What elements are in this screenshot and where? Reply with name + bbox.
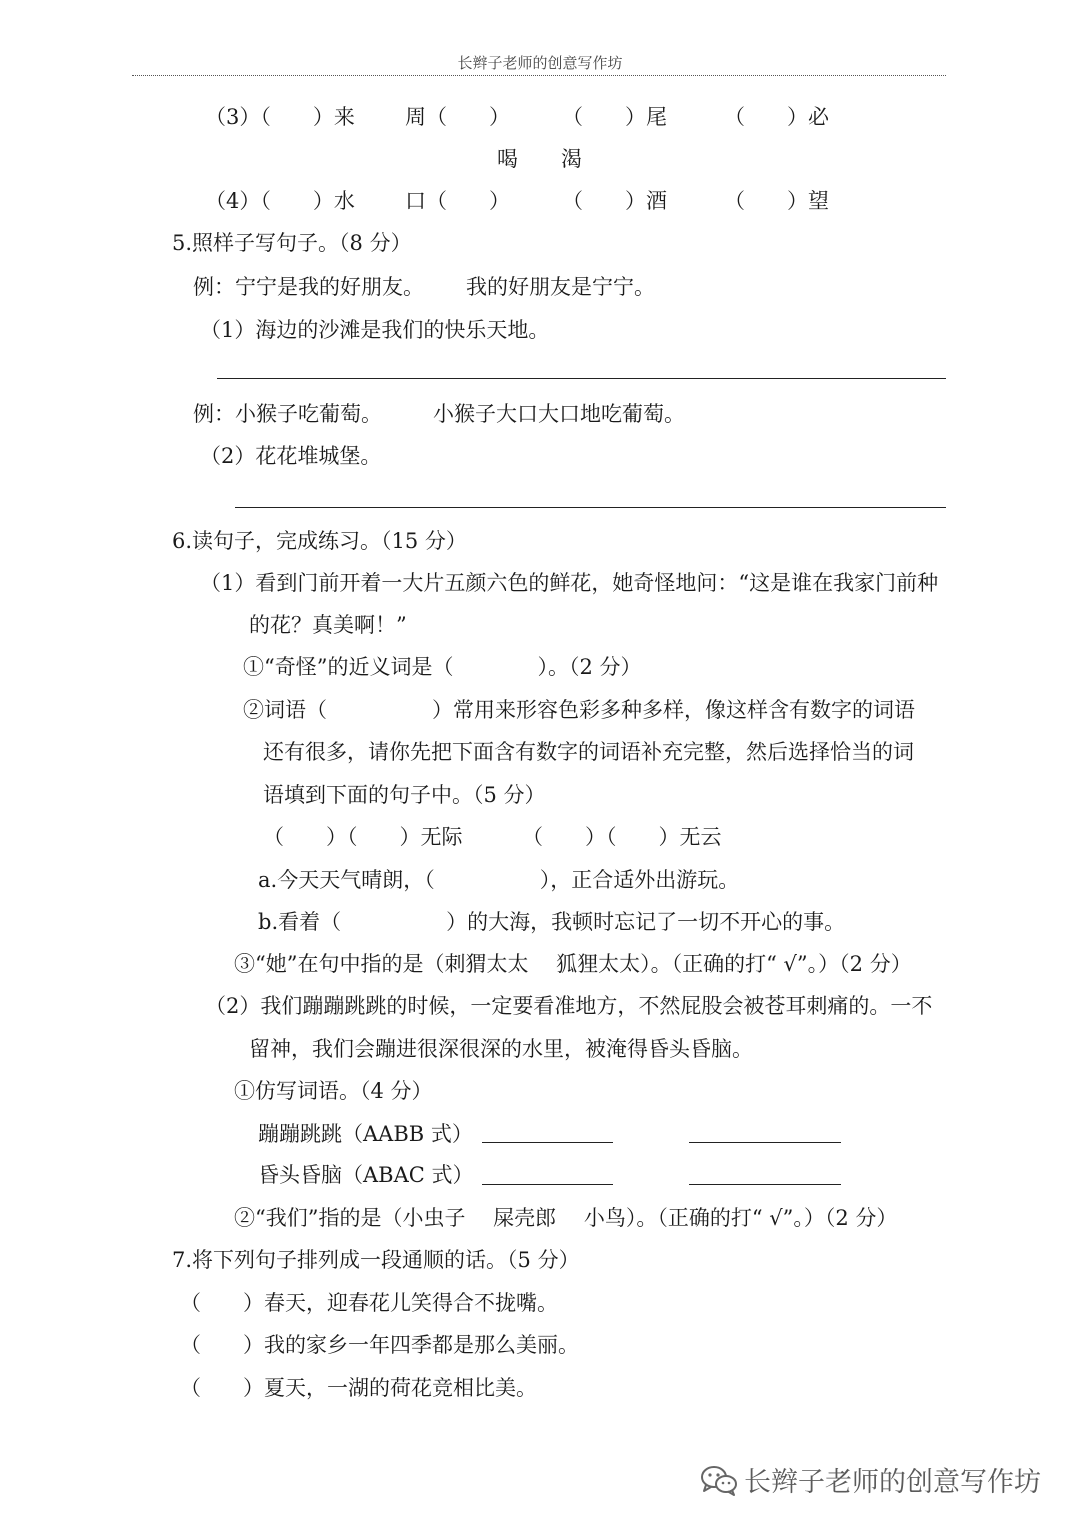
- q5-title: 5.照样子写句子。（8 分）: [172, 231, 412, 255]
- q6-p2-line2: 留神，我们会蹦进很深很深的水里，被淹得昏头昏脑。: [249, 1037, 753, 1061]
- q4-row3-item-3: （ ）尾: [562, 105, 667, 129]
- answer-line-word1-a: [482, 1142, 613, 1143]
- q6-sub3: ③“她”在句中指的是（刺猬太太 狐狸太太）。（正确的打“ √”。）（2 分）: [234, 952, 912, 976]
- q6-sub2-line3: 语填到下面的句子中。（5 分）: [263, 783, 546, 807]
- page-header: 长辫子老师的创意写作坊: [457, 54, 623, 72]
- q5-example2-a: 例：小猴子吃葡萄。: [193, 402, 382, 426]
- q5-example1-b: 我的好朋友是宁宁。: [466, 275, 655, 299]
- q7-item-1: （ ）春天，迎春花儿笑得合不拢嘴。: [180, 1291, 558, 1315]
- wechat-icon: [700, 1464, 738, 1496]
- q4-row4-item-3: （ ）酒: [562, 189, 667, 213]
- q6-p1-line2: 的花？真美啊！”: [249, 613, 407, 637]
- header-divider: [132, 75, 946, 76]
- q4-row3-item-1: （3）（ ）来: [205, 105, 355, 129]
- q6-task2: ②“我们”指的是（小虫子 屎壳郎 小鸟）。（正确的打“ √”。）（2 分）: [234, 1206, 898, 1230]
- q6-fill-a: （ ）（ ）无际: [263, 825, 463, 849]
- q7-item-3: （ ）夏天，一湖的荷花竞相比美。: [180, 1376, 537, 1400]
- answer-line-q5-2: [235, 507, 946, 508]
- q6-sub1: ①“奇怪”的近义词是（ ）。（2 分）: [243, 655, 642, 679]
- answer-line-word2-b: [689, 1184, 841, 1185]
- q6-fill-b: （ ）（ ）无云: [522, 825, 722, 849]
- q5-item2: （2）花花堆城堡。: [200, 444, 382, 468]
- q4-row3-item-2: 周（ ）: [405, 105, 510, 129]
- q6-sentence-b: b.看着（ ）的大海，我顿时忘记了一切不开心的事。: [258, 910, 846, 934]
- answer-line-q5-1: [217, 378, 946, 379]
- q4-row3-item-4: （ ）必: [724, 105, 829, 129]
- q6-word1: 蹦蹦跳跳（AABB 式）: [258, 1122, 473, 1146]
- q6-p1-line1: （1）看到门前开着一大片五颜六色的鲜花，她奇怪地问：“这是谁在我家门前种: [200, 571, 939, 595]
- q6-sub2-line2: 还有很多，请你先把下面含有数字的词语补充完整，然后选择恰当的词: [263, 740, 914, 764]
- q6-title: 6.读句子，完成练习。（15 分）: [172, 529, 467, 553]
- q4-row4-item-4: （ ）望: [724, 189, 829, 213]
- answer-line-word1-b: [689, 1142, 841, 1143]
- q4-row4-item-2: 口（ ）: [405, 189, 510, 213]
- q6-p2-line1: （2）我们蹦蹦跳跳的时候，一定要看准地方，不然屁股会被苍耳刺痛的。一不: [205, 994, 933, 1018]
- q5-item1: （1）海边的沙滩是我们的快乐天地。: [200, 318, 550, 342]
- watermark-text: 长辫子老师的创意写作坊: [744, 1467, 1041, 1498]
- q6-sentence-a: a.今天天气晴朗，（ ），正合适外出游玩。: [258, 868, 740, 892]
- q5-example1-a: 例：宁宁是我的好朋友。: [193, 275, 424, 299]
- q5-example2-b: 小猴子大口大口地吃葡萄。: [433, 402, 685, 426]
- q6-task1: ①仿写词语。（4 分）: [234, 1079, 433, 1103]
- q6-word2: 昏头昏脑（ABAC 式）: [258, 1163, 474, 1187]
- q7-title: 7.将下列句子排列成一段通顺的话。（5 分）: [172, 1248, 580, 1272]
- q4-char-2: 渴: [561, 147, 582, 171]
- q6-sub2-line1: ②词语（ ）常用来形容色彩多种多样，像这样含有数字的词语: [243, 698, 915, 722]
- answer-line-word2-a: [482, 1184, 613, 1185]
- q4-char-1: 喝: [497, 147, 518, 171]
- q4-row4-item-1: （4）（ ）水: [205, 189, 355, 213]
- q7-item-2: （ ）我的家乡一年四季都是那么美丽。: [180, 1333, 579, 1357]
- watermark: [700, 1460, 1060, 1499]
